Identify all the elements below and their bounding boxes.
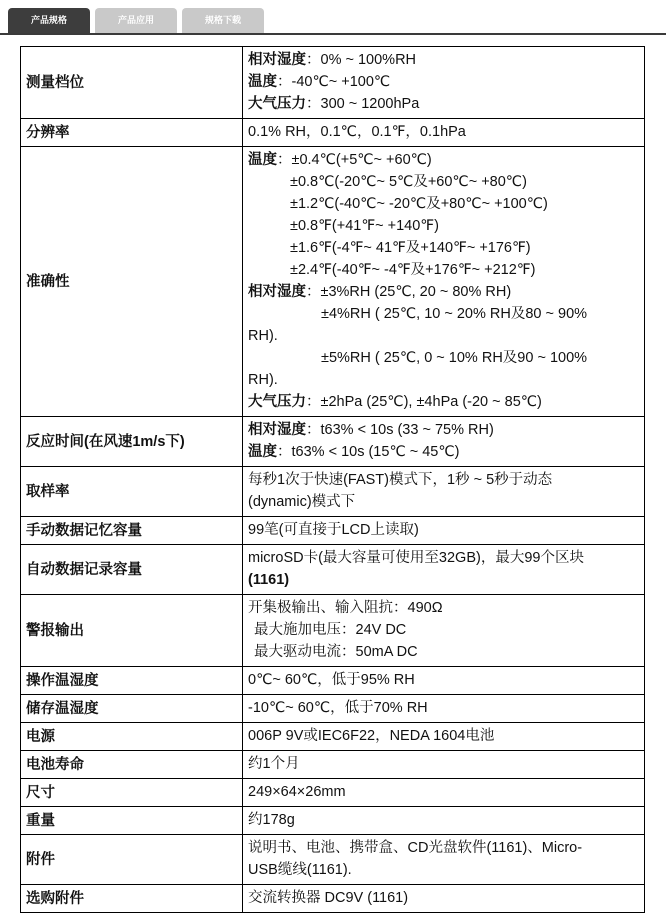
spec-value: [243, 467, 645, 517]
spec-value: [243, 47, 645, 119]
spec-row-auto-log: [21, 545, 645, 595]
label-temperature: 温度: [248, 444, 277, 460]
text: ±4%RH ( 25℃, 10 ~ 20% RH及80 ~ 90%: [321, 306, 588, 322]
text: ：±2hPa (25℃), ±4hPa (-20 ~ 85℃): [306, 394, 542, 410]
spec-row-resolution: [21, 119, 645, 147]
spec-row-storage-env: [21, 695, 645, 723]
tab-product-spec[interactable]: 产品规格: [8, 8, 90, 33]
spec-row-response: [21, 417, 645, 467]
text: ：±0.4℃(+5℃~ +60℃): [277, 152, 432, 168]
text: ±1.6℉(-4℉~ 41℉及+140℉~ +176℉): [290, 240, 531, 256]
text: ±2.4℉(-40℉~ -4℉及+176℉~ +212℉): [290, 262, 536, 278]
label-pressure: 大气压力: [248, 394, 306, 410]
spec-key: 反应时间(在风速1m/s下): [21, 417, 243, 467]
spec-key: 测量档位: [21, 47, 243, 119]
spec-row-weight: [21, 807, 645, 835]
text: USB缆线(1161).: [248, 862, 352, 878]
spec-row-power: [21, 723, 645, 751]
label-pressure: 大气压力: [248, 96, 306, 112]
spec-key: 电池寿命: [21, 751, 243, 779]
text: ：±3%RH (25℃, 20 ~ 80% RH): [306, 284, 512, 300]
spec-value: 249×64×26mm: [243, 779, 645, 807]
spec-value: 99笔(可直接于LCD上读取): [243, 517, 645, 545]
spec-key: 选购附件: [21, 885, 243, 913]
text: RH).: [248, 372, 278, 388]
spec-key: 储存温湿度: [21, 695, 243, 723]
spec-key: 手动数据记忆容量: [21, 517, 243, 545]
spec-key: 取样率: [21, 467, 243, 517]
spec-key: 附件: [21, 835, 243, 885]
spec-key: 操作温湿度: [21, 667, 243, 695]
spec-value: -10℃~ 60℃，低于70% RH: [243, 695, 645, 723]
text: 最大驱动电流：50mA DC: [254, 644, 418, 660]
label-temperature: 温度: [248, 74, 277, 90]
spec-row-size: [21, 779, 645, 807]
spec-key: 尺寸: [21, 779, 243, 807]
spec-row-battery-life: [21, 751, 645, 779]
tab-bar-underline: [0, 33, 666, 35]
spec-value: [243, 147, 645, 417]
text: 每秒1次于快速(FAST)模式下，1秒 ~ 5秒于动态: [248, 472, 553, 488]
spec-row-accessories: [21, 835, 645, 885]
spec-key: 自动数据记录容量: [21, 545, 243, 595]
spec-table: [20, 46, 645, 913]
spec-key: 警报输出: [21, 595, 243, 667]
spec-value: [243, 417, 645, 467]
spec-value: 约178g: [243, 807, 645, 835]
spec-value: 0℃~ 60℃，低于95% RH: [243, 667, 645, 695]
text: RH).: [248, 328, 278, 344]
spec-value: [243, 835, 645, 885]
spec-value: [243, 545, 645, 595]
label-humidity: 相对湿度: [248, 284, 306, 300]
label-humidity: 相对湿度: [248, 52, 306, 68]
spec-value: 约1个月: [243, 751, 645, 779]
text: ±5%RH ( 25℃, 0 ~ 10% RH及90 ~ 100%: [321, 350, 588, 366]
spec-row-manual-memory: [21, 517, 645, 545]
spec-row-sampling: [21, 467, 645, 517]
spec-value: 交流转换器 DC9V (1161): [243, 885, 645, 913]
text: 最大施加电压：24V DC: [254, 622, 407, 638]
spec-value: 0.1% RH，0.1℃，0.1℉，0.1hPa: [243, 119, 645, 147]
spec-key: 电源: [21, 723, 243, 751]
text: ±0.8℉(+41℉~ +140℉): [290, 218, 439, 234]
text: ：-40℃~ +100℃: [277, 74, 391, 90]
text: ：t63% < 10s (15℃ ~ 45℃): [277, 444, 460, 460]
spec-value: [243, 595, 645, 667]
text: (dynamic)模式下: [248, 494, 356, 510]
tab-product-application[interactable]: 产品应用: [95, 8, 177, 33]
spec-row-range: [21, 47, 645, 119]
text: ：0% ~ 100%RH: [306, 52, 417, 68]
spec-row-operating-env: [21, 667, 645, 695]
text: ：t63% < 10s (33 ~ 75% RH): [306, 422, 494, 438]
tab-spec-download[interactable]: 规格下载: [182, 8, 264, 33]
text: ±1.2℃(-40℃~ -20℃及+80℃~ +100℃): [290, 196, 548, 212]
spec-row-optional-accessories: [21, 885, 645, 913]
text: microSD卡(最大容量可使用至32GB)，最大99个区块: [248, 550, 584, 566]
text: 说明书、电池、携带盒、CD光盘软件(1161)、Micro-: [248, 840, 583, 856]
label-temperature: 温度: [248, 152, 277, 168]
spec-key: 准确性: [21, 147, 243, 417]
text: ：300 ~ 1200hPa: [306, 96, 420, 112]
label-humidity: 相对湿度: [248, 422, 306, 438]
spec-row-alarm: [21, 595, 645, 667]
text: 开集极输出、输入阻抗：490Ω: [248, 600, 443, 616]
spec-row-accuracy: [21, 147, 645, 417]
text: ±0.8℃(-20℃~ 5℃及+60℃~ +80℃): [290, 174, 527, 190]
spec-value: 006P 9V或IEC6F22，NEDA 1604电池: [243, 723, 645, 751]
spec-key: 分辨率: [21, 119, 243, 147]
model-number: (1161): [248, 572, 290, 588]
spec-key: 重量: [21, 807, 243, 835]
